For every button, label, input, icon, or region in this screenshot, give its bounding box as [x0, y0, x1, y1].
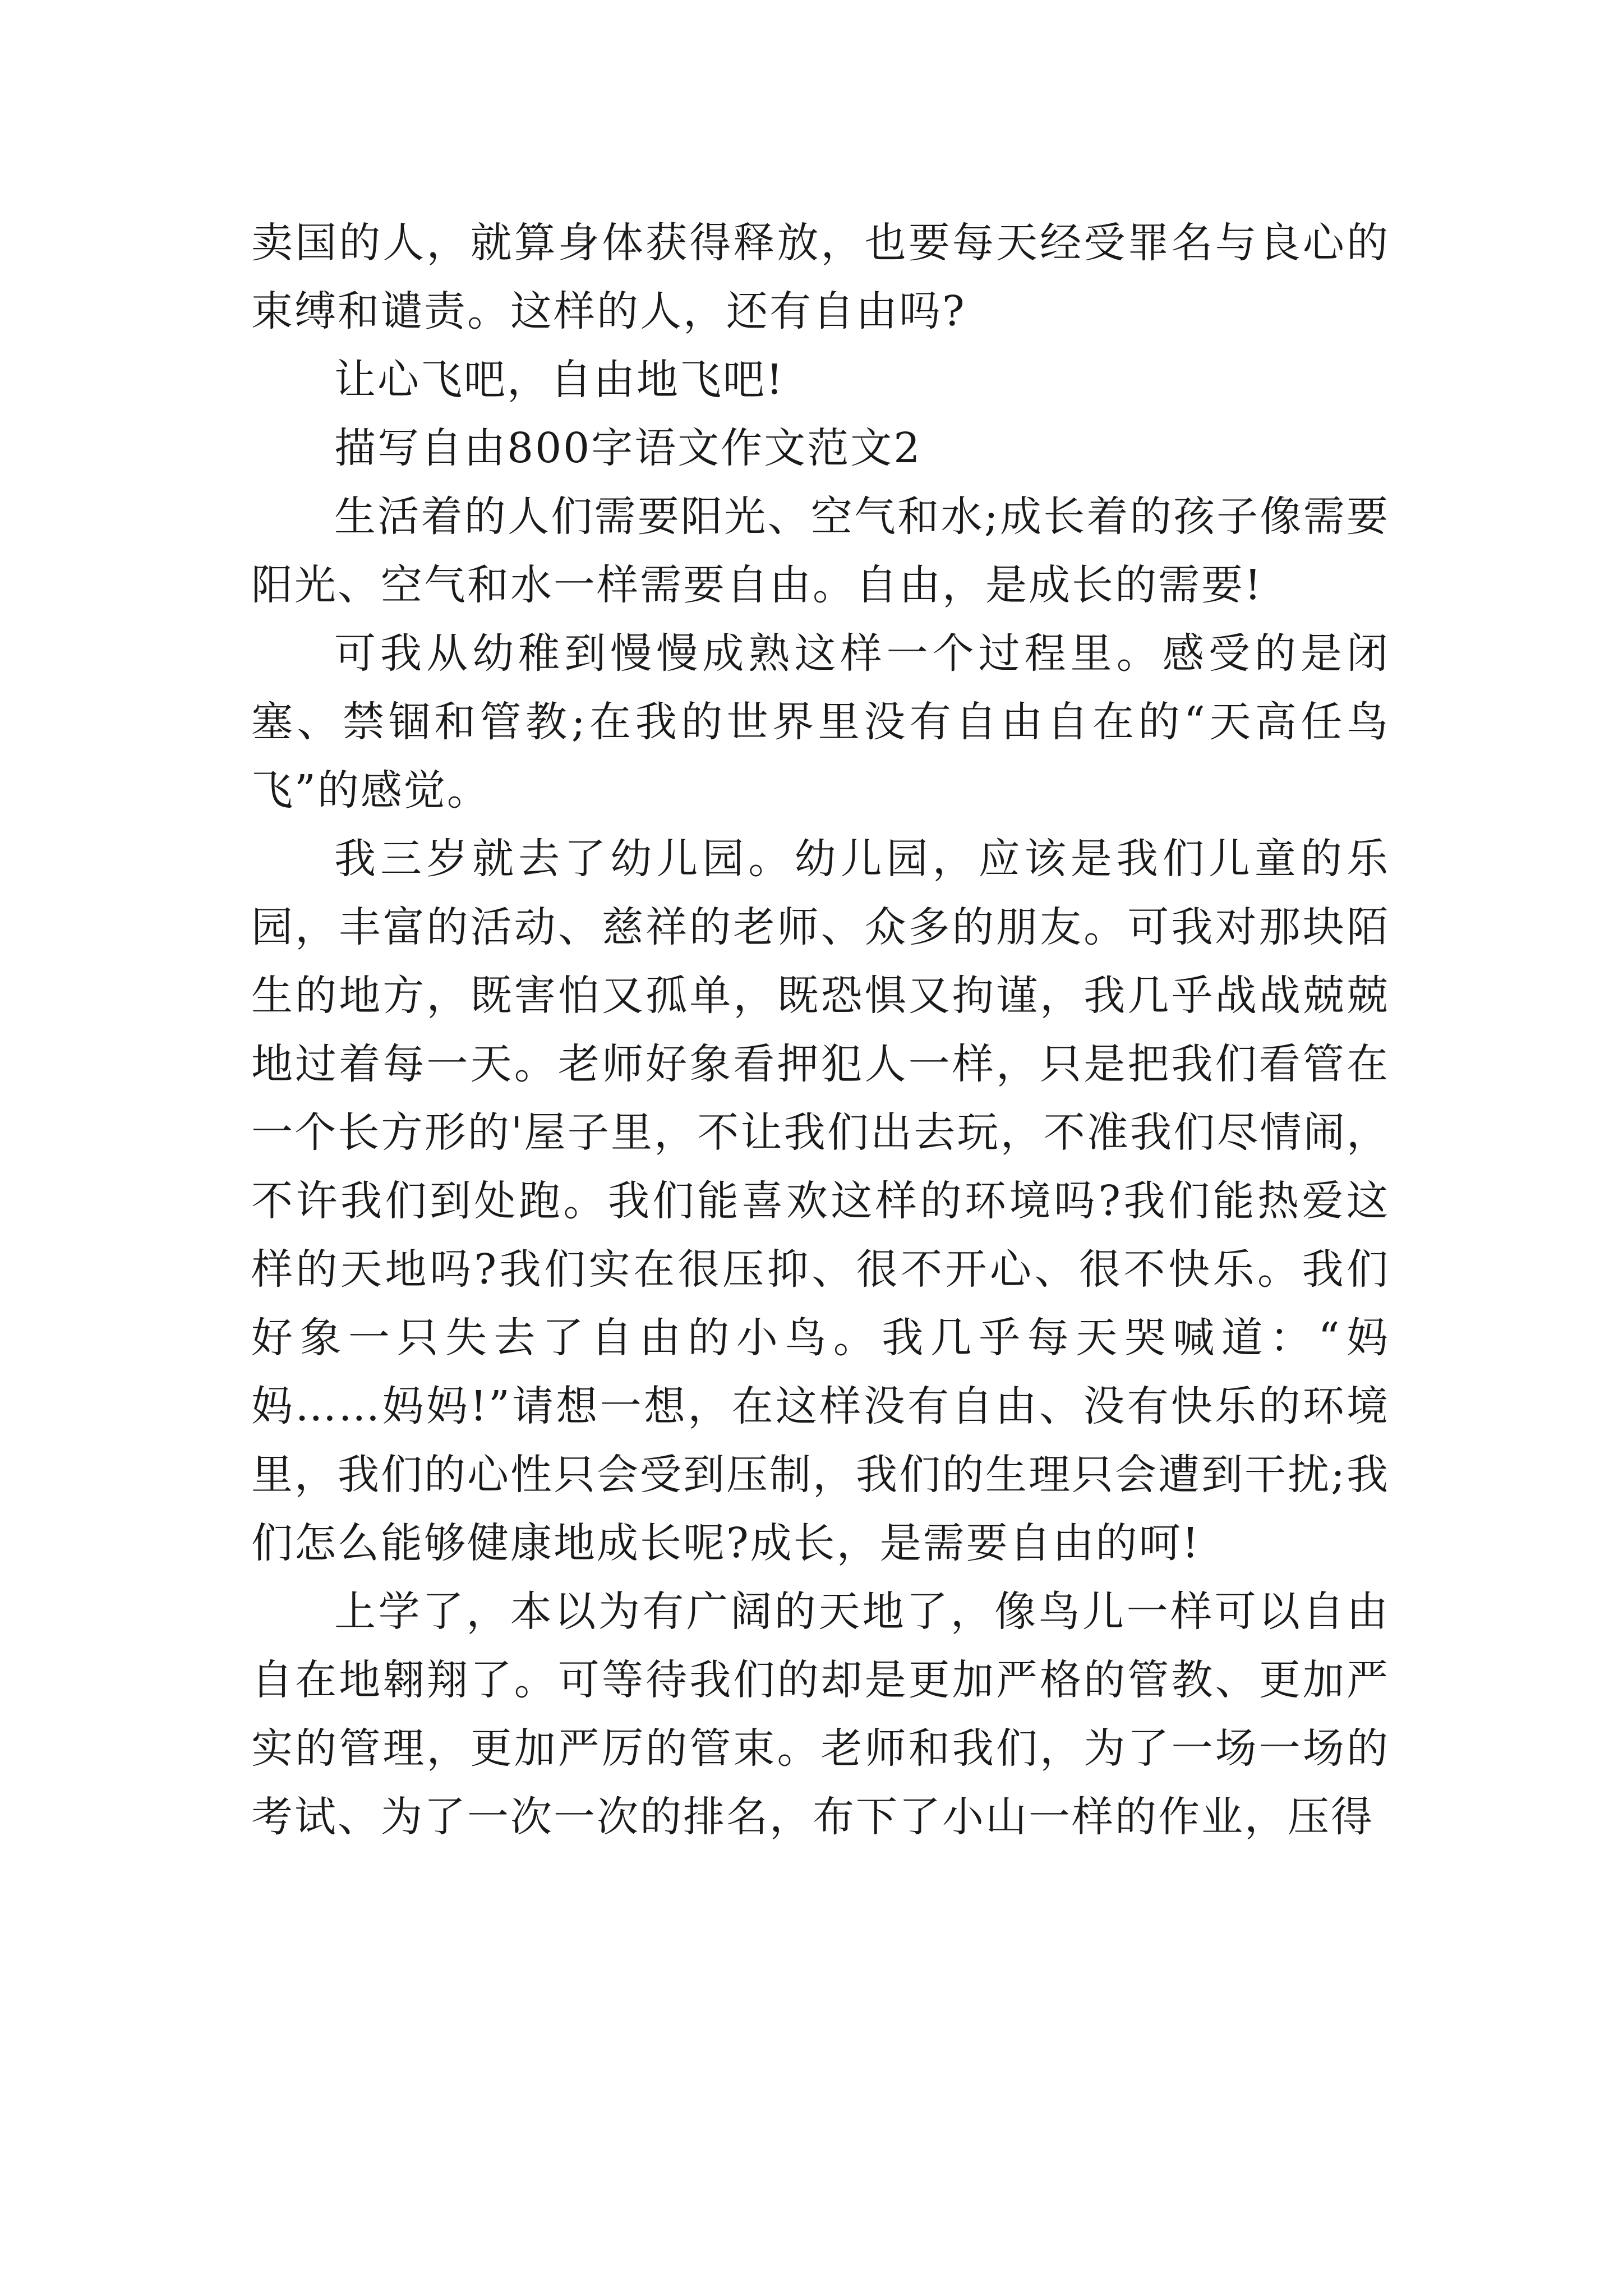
essay-body — [251, 209, 1390, 1851]
paragraph: 上学了，本以为有广阔的天地了，像鸟儿一样可以自由自在地翱翔了。可等待我们的却是更加严格的管教、更加严实的管理，更加严厉的管束。老师和我们，为了一场一场的考试、为了一次一次的排名，布下了小山一样的作业，压得 — [251, 1588, 1390, 1841]
paragraph: 生活着的人们需要阳光、空气和水;成长着的孩子像需要阳光、空气和水一样需要自由。自由，是成长的需要! — [251, 493, 1390, 609]
paragraph: 我三岁就去了幼儿园。幼儿园，应该是我们儿童的乐园，丰富的活动、慈祥的老师、众多的朋友。可我对那块陌生的地方，既害怕又孤单，既恐惧又拘谨，我几乎战战兢兢地过着每一天。老师好象看押犯人一样，只是把我们看管在一个长方形的'屋子里，不让我们出去玩，不准我们尽情闹，不许我们到处跑。我们能喜欢这样的环境吗?我们能热爱这样的天地吗?我们实在很压抑、很不开心、很不快乐。我们好象一只失去了自由的小鸟。我几乎每天哭喊道：“妈妈……妈妈!”请想一想，在这样没有自由、没有快乐的环境里，我们的心性只会受到压制，我们的生理只会遭到干扰;我们怎么能够健康地成长呢?成长，是需要自由的呵! — [251, 835, 1390, 1567]
paragraph: 让心飞吧，自由地飞吧! — [334, 356, 785, 404]
paragraph: 可我从幼稚到慢慢成熟这样一个过程里。感受的是闭塞、禁锢和管教;在我的世界里没有自由自在的“天高任鸟飞”的感觉。 — [251, 629, 1390, 815]
essay-title: 描写自由800字语文作文范文2 — [334, 424, 922, 472]
paragraph: 卖国的人，就算身体获得释放，也要每天经受罪名与良心的束缚和谴责。这样的人，还有自由吗? — [251, 219, 1390, 335]
